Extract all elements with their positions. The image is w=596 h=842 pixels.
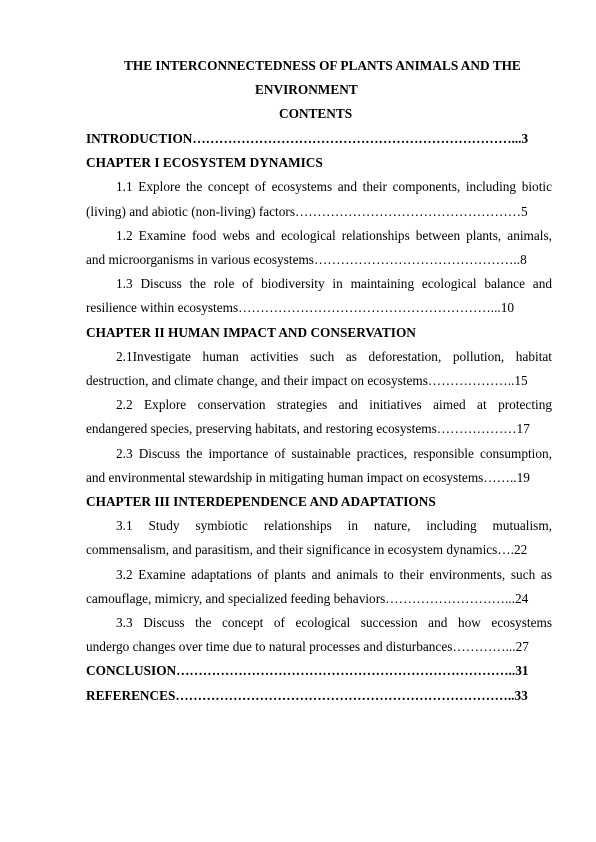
toc-entry-line: 2.1Investigate human activities such as deforestation, pollution, habitat: [116, 348, 552, 364]
toc-entry-2-1[interactable]: [86, 345, 552, 393]
toc-entry-line: camouflage, mimicry, and specialized feeding behaviors………………………...24: [86, 590, 529, 606]
toc-entry-line: 2.2 Explore conservation strategies and initiatives aimed at protecting: [116, 397, 552, 413]
toc-entry-line: destruction, and climate change, and their impact on ecosystems………………..15: [86, 373, 528, 389]
toc-entry-3-1[interactable]: [86, 514, 552, 562]
toc-entry-1-1[interactable]: [86, 175, 552, 223]
table-of-contents: [86, 127, 552, 708]
toc-entry-line: commensalism, and parasitism, and their significance in ecosystem dynamics….22: [86, 542, 528, 558]
toc-references[interactable]: REFERENCES…………………………………………………………………..33: [86, 687, 528, 703]
toc-entry-3-3[interactable]: [86, 611, 552, 659]
toc-chapter3-heading[interactable]: CHAPTER III INTERDEPENDENCE AND ADAPTATIONS: [86, 494, 436, 510]
toc-entry-3-2[interactable]: [86, 563, 552, 611]
toc-chapter1-heading[interactable]: CHAPTER I ECOSYSTEM DYNAMICS: [86, 155, 323, 171]
toc-entry-line: and microorganisms in various ecosystems………………………………………..8: [86, 252, 527, 268]
toc-entry-1-3[interactable]: [86, 272, 552, 320]
toc-entry-line: endangered species, preserving habitats, and restoring ecosystems………………17: [86, 421, 530, 437]
toc-entry-line: 2.3 Discuss the importance of sustainable practices, responsible consumption,: [116, 445, 552, 461]
document-title-line2: ENVIRONMENT: [255, 82, 358, 97]
document-title-line1: THE INTERCONNECTEDNESS OF PLANTS ANIMALS AND THE: [124, 58, 521, 73]
contents-heading: CONTENTS: [279, 106, 353, 121]
toc-entry-1-2[interactable]: [86, 224, 552, 272]
toc-entry-2-3[interactable]: [86, 442, 552, 490]
toc-entry-line: and environmental stewardship in mitigating human impact on ecosystems……..19: [86, 469, 530, 485]
toc-introduction[interactable]: INTRODUCTION………………………………………………………………...3: [86, 131, 529, 146]
toc-entry-line: 3.2 Examine adaptations of plants and animals to their environments, such as: [116, 566, 552, 582]
toc-entry-line: resilience within ecosystems…………………………………………………...10: [86, 300, 515, 316]
toc-entry-line: undergo changes over time due to natural processes and disturbances…………...27: [86, 639, 529, 655]
toc-entry-line: 1.2 Examine food webs and ecological relationships between plants, animals,: [116, 227, 552, 243]
toc-chapter2-heading[interactable]: CHAPTER II HUMAN IMPACT AND CONSERVATION: [86, 324, 416, 340]
toc-entry-line: (living) and abiotic (non-living) factors……………………………………………5: [86, 203, 528, 219]
toc-entry-2-2[interactable]: [86, 393, 552, 441]
toc-entry-line: 1.1 Explore the concept of ecosystems and their components, including biotic: [116, 179, 552, 195]
toc-entry-line: 3.3 Discuss the concept of ecological succession and how ecosystems: [116, 615, 552, 631]
toc-entry-line: 1.3 Discuss the role of biodiversity in maintaining ecological balance and: [116, 276, 552, 292]
toc-conclusion[interactable]: CONCLUSION…………………………………………………………………..31: [86, 663, 529, 679]
toc-entry-line: 3.1 Study symbiotic relationships in nature, including mutualism,: [116, 518, 552, 534]
